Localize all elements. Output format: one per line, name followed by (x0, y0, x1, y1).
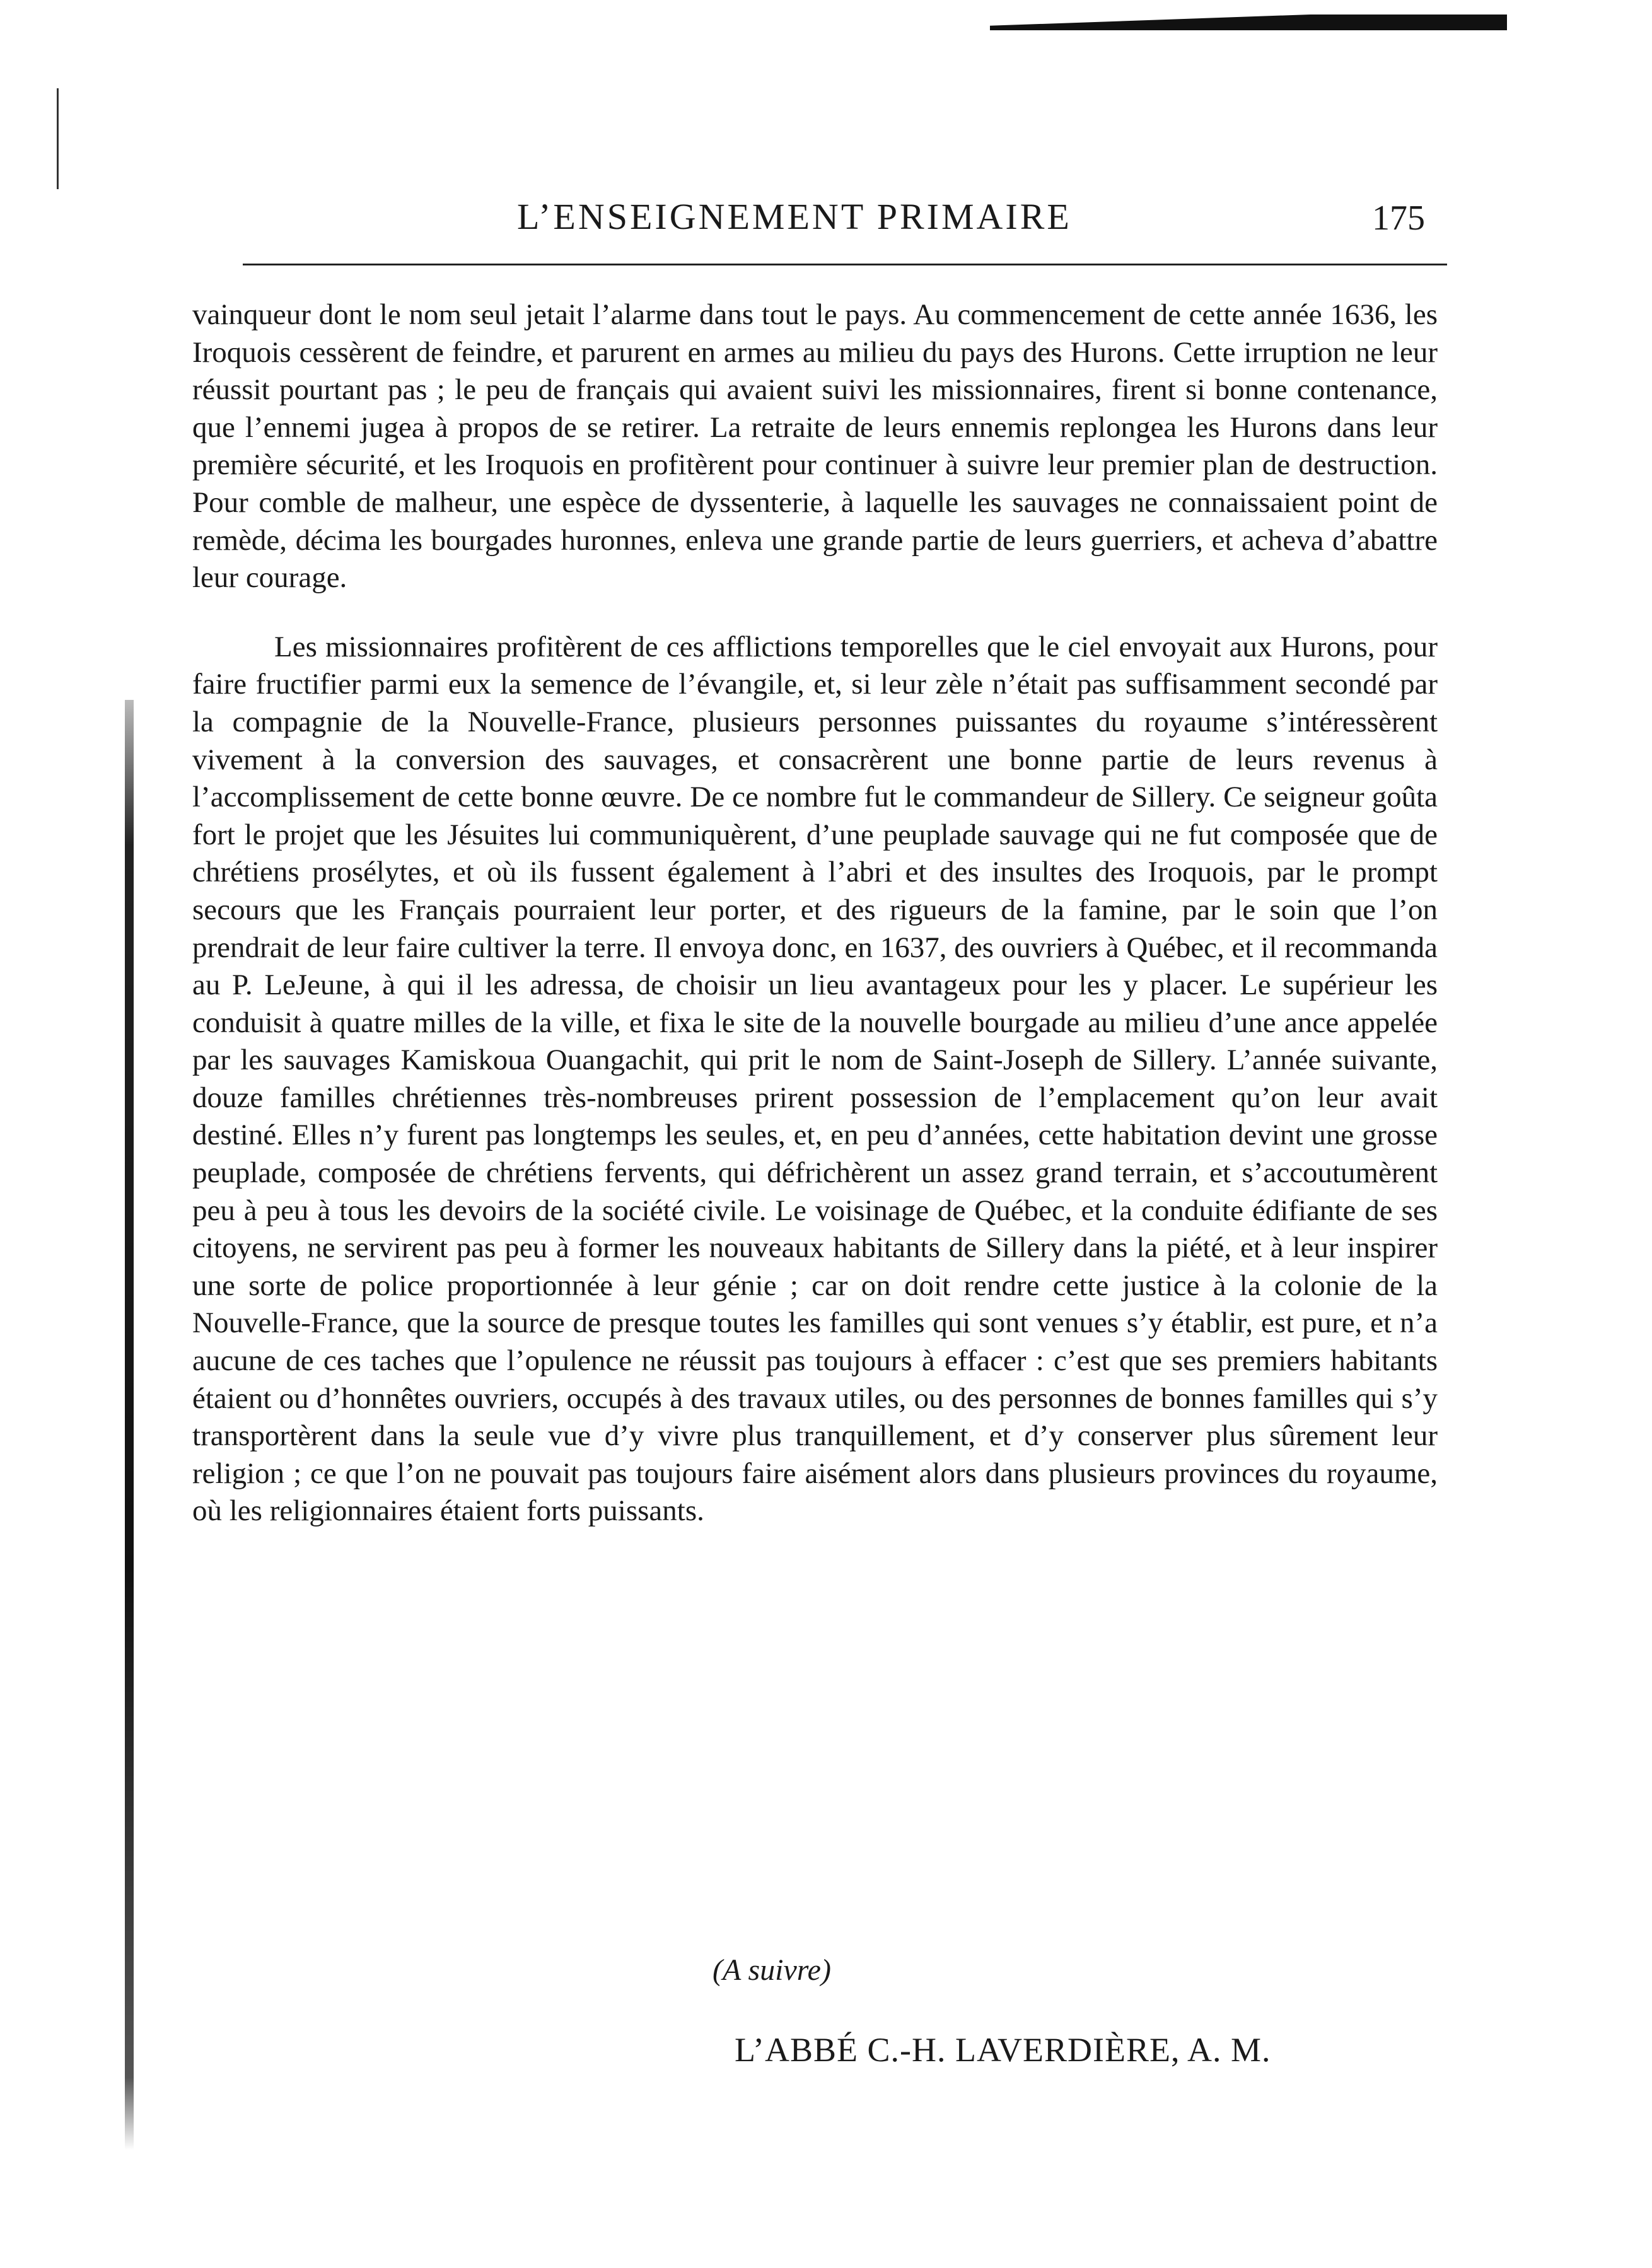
paragraph: vainqueur dont le nom seul jetait l’alarme dans tout le pays. Au commencement de cette année 1636, les Iroquois cessèrent de feindre, et parurent en armes au milieu du pays des Hurons. Cette irruption ne leur réussit pourtant pas ; le peu de français qui avaient suivi les missionnaires, firent si bonne contenance, que l’ennemi jugea à propos de se retirer. La retraite de leurs ennemis replongea les Hurons dans leur première sécurité, et les Iroquois en profitèrent pour continuer à suivre leur premier plan de destruction. Pour comble de malheur, une espèce de dyssenterie, à laquelle les sauvages ne connaissaient point de remède, décima les bourgades huronnes, enleva une grande partie de leurs guerriers, et acheva d’abattre leur courage. (192, 298, 1438, 595)
to-follow-note: (A suivre) (713, 1953, 831, 1987)
margin-marks (57, 88, 62, 189)
top-scan-bar (990, 8, 1507, 30)
binding-edge (125, 700, 134, 2150)
page-header (189, 184, 1457, 253)
paragraph: Les missionnaires profitèrent de ces afflictions temporelles que le ciel envoyait aux Hurons, pour faire fructifier parmi eux la semence de l’évangile, et, si leur zèle n’était pas suffisamment secondé par la compagnie de la Nouvelle-France, plusieurs personnes puissantes du royaume s’intéressèrent vivement à la conversion des sauvages, et consacrèrent une bonne partie de leurs revenus à l’accomplissement de cette bonne œuvre. De ce nombre fut le commandeur de Sillery. Ce seigneur goûta fort le projet que les Jésuites lui communiquèrent, d’une peuplade sauvage qui ne fut composée que de chrétiens prosélytes, et où ils fussent également à l’abri et des insultes des Iroquois, par le prompt secours que les Français pourraient leur porter, et des rigueurs de la famine, par le soin que l’on prendrait de leur faire cultiver la terre. Il envoya donc, en 1637, des ouvriers à Québec, et il recommanda au P. LeJeune, à qui il les adressa, de choisir un lieu avantageux pour les y placer. Le supérieur les conduisit à quatre milles de la ville, et fixa le site de la nouvelle bourgade au milieu d’une ance appelée par les sauvages Kamiskoua Ouangachit, qui prit le nom de Saint-Joseph de Sillery. L’année suivante, douze familles chrétiennes très-nombreuses prirent possession de l’emplacement qu’on leur avait destiné. Elles n’y furent pas longtemps les seules, et, en peu d’années, cette habitation devint une grosse peuplade, composée de chrétiens fervents, qui défrichèrent un assez grand terrain, et s’accoutumèrent peu à peu à tous les devoirs de la société civile. Le voisinage de Québec, et la conduite édifiante de ses citoyens, ne servirent pas peu à former les nouveaux habitants de Sillery dans la piété, et à leur inspirer une sorte de police proportionnée à leur génie ; car on doit rendre cette justice à la colonie de la Nouvelle-France, que la source de presque toutes les familles qui sont venues s’y établir, est pure, et n’a aucune de ces taches que l’opulence ne réussit pas toujours à effacer : c’est que ses premiers habitants étaient ou d’honnêtes ouvriers, occupés à des travaux utiles, ou des personnes de bonnes familles qui s’y transportèrent dans la seule vue d’y vivre plus tranquillement, et d’y conserver plus sûrement leur religion ; ce que l’on ne pouvait pas toujours faire aisément alors dans plusieurs provinces du royaume, où les religionnaires étaient forts puissants. (192, 630, 1438, 1528)
author-signature: L’ABBÉ C.-H. LAVERDIÈRE, A. M. (735, 2031, 1271, 2069)
body-text (192, 296, 1438, 1530)
running-head: L’ENSEIGNEMENT PRIMAIRE (517, 196, 1072, 237)
page-number: 175 (1372, 199, 1425, 238)
header-rule (243, 264, 1447, 265)
